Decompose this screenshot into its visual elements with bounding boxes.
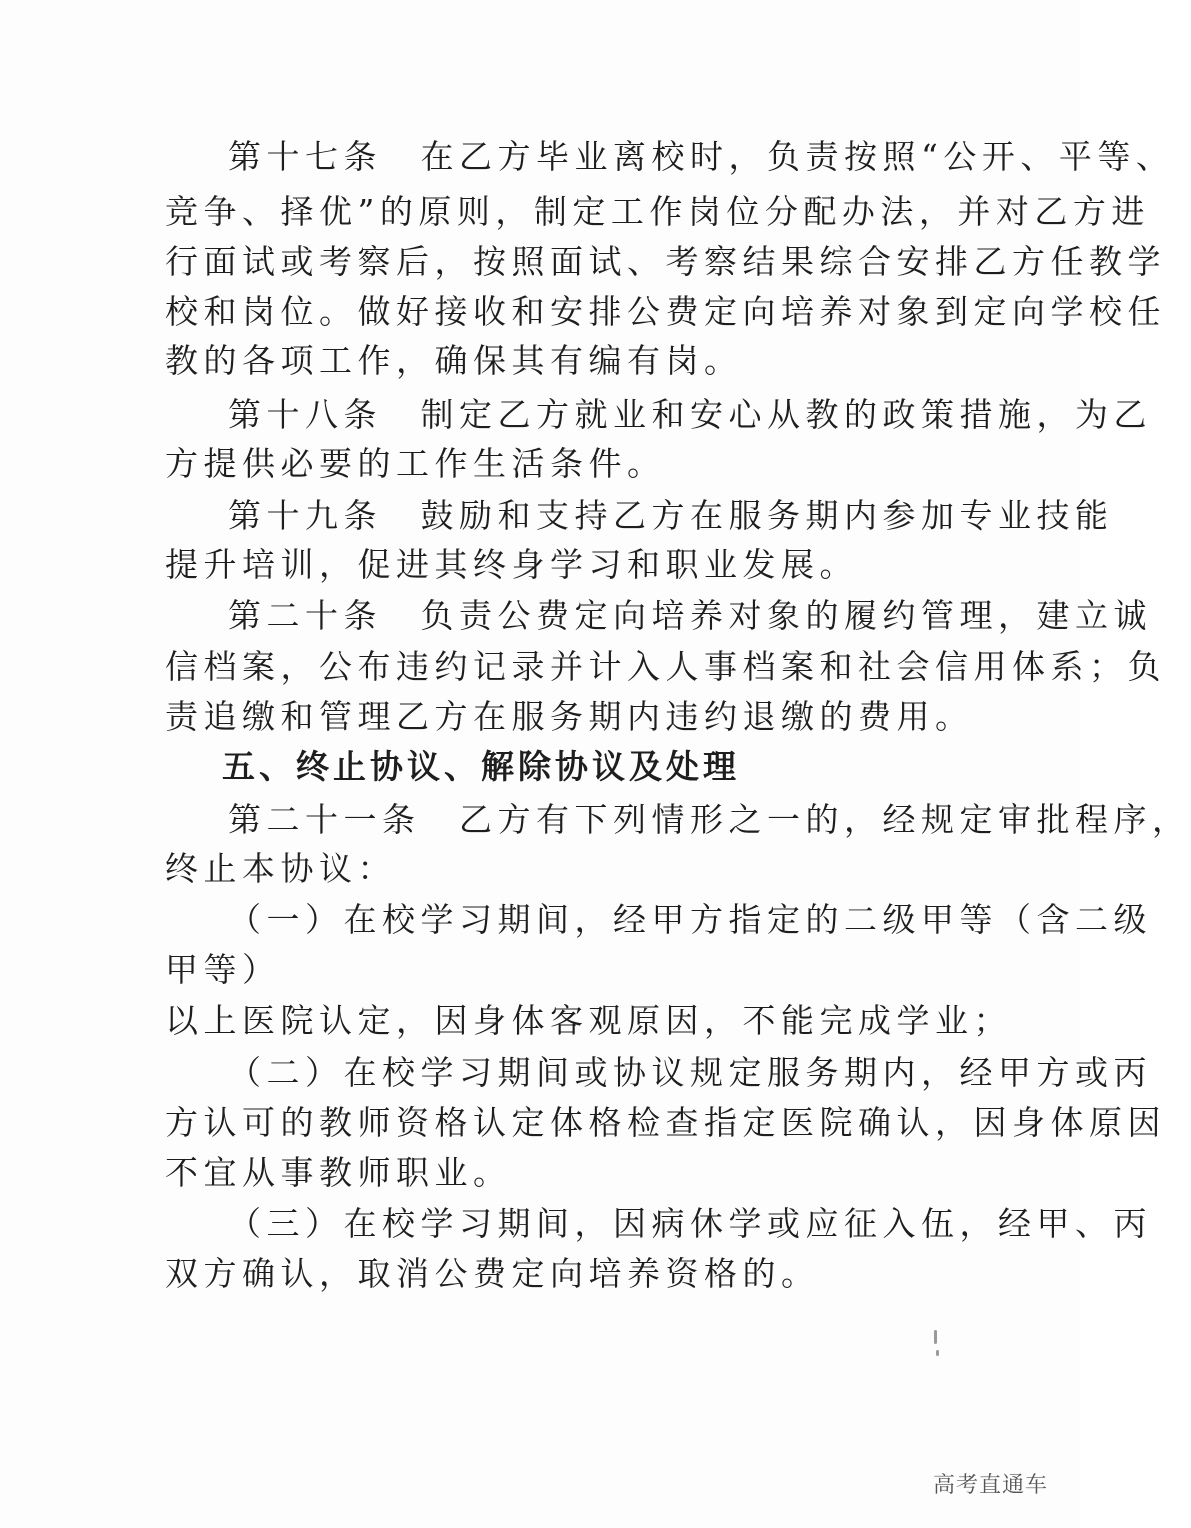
scan-speck bbox=[936, 1350, 939, 1356]
article-20-line-1: 第二十条 负责公费定向培养对象的履约管理，建立诚 bbox=[228, 596, 1152, 635]
article-17-line-3: 行面试或考察后，按照面试、考察结果综合安排乙方任教学 bbox=[165, 242, 1166, 281]
article-17-line-1: 第十七条 在乙方毕业离校时，负责按照“公开、平等、 bbox=[228, 137, 1175, 176]
article-17-line-4: 校和岗位。做好接收和安排公费定向培养对象到定向学校任 bbox=[165, 292, 1166, 331]
article-17-line-2: 竞争、择优”的原则，制定工作岗位分配办法，并对乙方进 bbox=[165, 192, 1150, 231]
article-17-line-5: 教的各项工作，确保其有编有岗。 bbox=[165, 341, 743, 380]
item-2-line-2: 方认可的教师资格认定体格检查指定医院确认，因身体原因 bbox=[165, 1103, 1166, 1142]
item-2-line-1: （二）在校学习期间或协议规定服务期内，经甲方或丙 bbox=[228, 1053, 1152, 1092]
article-18-line-2: 方提供必要的工作生活条件。 bbox=[165, 444, 666, 483]
item-1-line-2: 甲等） bbox=[165, 950, 281, 989]
item-3-line-2: 双方确认，取消公费定向培养资格的。 bbox=[165, 1254, 820, 1293]
watermark-text: 高考直通车 bbox=[932, 1473, 1048, 1498]
item-1-line-1: （一）在校学习期间，经甲方指定的二级甲等（含二级 bbox=[228, 900, 1152, 939]
article-20-line-3: 责追缴和管理乙方在服务期内违约退缴的费用。 bbox=[165, 697, 974, 736]
scan-speck bbox=[934, 1330, 937, 1344]
item-2-line-3: 不宜从事教师职业。 bbox=[165, 1153, 512, 1192]
article-20-line-2: 信档案，公布违约记录并计入人事档案和社会信用体系；负 bbox=[165, 647, 1166, 686]
section-5-heading: 五、终止协议、解除协议及处理 bbox=[222, 747, 740, 786]
article-19-line-2: 提升培训，促进其终身学习和职业发展。 bbox=[165, 545, 858, 584]
article-18-line-1: 第十八条 制定乙方就业和安心从教的政策措施，为乙 bbox=[228, 395, 1152, 434]
article-21-line-1: 第二十一条 乙方有下列情形之一的，经规定审批程序， bbox=[228, 800, 1191, 839]
item-3-line-1: （三）在校学习期间，因病休学或应征入伍，经甲、丙 bbox=[228, 1204, 1152, 1243]
article-21-line-2: 终止本协议： bbox=[165, 849, 396, 888]
article-19-line-1: 第十九条 鼓励和支持乙方在服务期内参加专业技能 bbox=[228, 496, 1114, 535]
item-1-line-3: 以上医院认定，因身体客观原因，不能完成学业； bbox=[165, 1001, 1012, 1040]
